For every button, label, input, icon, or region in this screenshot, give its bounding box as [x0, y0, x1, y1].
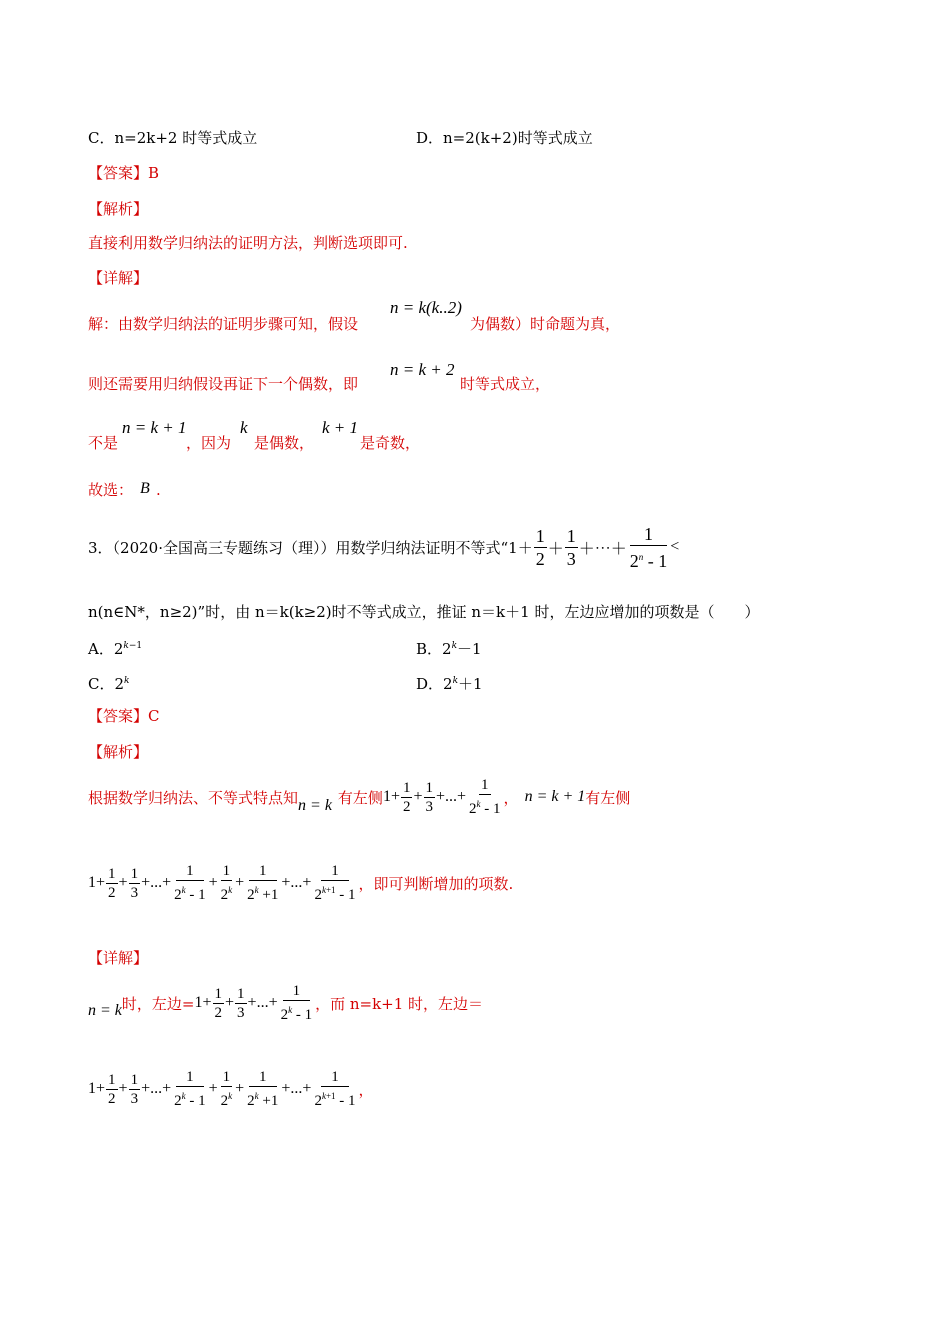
q3-answer: 【答案】C	[88, 707, 160, 725]
q3-analysis-math1: n = k	[298, 797, 332, 814]
q3-detail-end: ，	[358, 1080, 374, 1099]
q2-detail-line3-text-b: ，因为	[186, 434, 232, 452]
q3-analysis-expr1: 1+	[382, 788, 400, 805]
q2-detail-line1-text-b: 为偶数）时命题为真，	[470, 315, 621, 333]
q3-option-c: C．2$^k$	[88, 675, 130, 693]
q3-analysis-text-b: 有左侧	[337, 788, 383, 807]
q3-stem-dots: ＋⋯＋	[578, 540, 627, 558]
q3-detail-tag: 【详解】	[88, 949, 149, 967]
q2-detail-line3-text-a: 不是	[88, 434, 119, 452]
q3-analysis-tag: 【解析】	[88, 743, 149, 761]
q3-option-a: A．$2^{k-1}$	[88, 640, 143, 658]
q2-detail-line2-text: 则还需要用归纳假设再证下一个偶数，即	[88, 375, 359, 393]
q3-stem-line1	[88, 512, 679, 582]
q3-option-d: D．$2^k+1$	[416, 675, 483, 693]
q3-stem-text-a: 3．（2020·全国高三专题练习（理））用数学归纳法证明不等式“1＋	[88, 538, 533, 557]
q2-answer: 【答案】B	[88, 164, 160, 182]
q3-detail-text-a: 时，左边=	[121, 994, 195, 1013]
q2-option-c: C．n=2k+2 时等式成立	[88, 129, 258, 147]
q2-detail-line3-math3: k + 1	[322, 418, 359, 437]
q3-stem-frac-1-3: $\frac{1}{3}$	[566, 525, 576, 569]
q3-analysis-math2: n = k + 1	[524, 788, 586, 805]
q2-detail-line2-text-b: 时等式成立，	[460, 375, 551, 393]
q3-analysis-frac-1-3: $\frac{1}{3}$	[425, 779, 433, 815]
q2-detail-line3-text-d: 是奇数，	[360, 434, 421, 452]
q2-detail-line3-text-c: 是偶数，	[254, 434, 315, 452]
q3-option-b: B．$2^k-1$	[416, 640, 482, 658]
q3-detail-math: n = k	[88, 1002, 122, 1019]
q2-detail-line3-math2: k	[240, 418, 248, 437]
q3-detail-line1: n = k 时，左边= 1+ $\frac{1}{2}$ + $\frac{1}{3}$ +...+ $\frac{1}{2^k - 1}$ ，而 n=k+1 时，左边＝	[88, 983, 484, 1023]
q2-detail-line2-math: n = k + 2	[390, 360, 455, 379]
q3-analysis-frac-last: $\frac{1}{2^k - 1}$	[469, 777, 501, 817]
q2-detail-line1-math: n = k(k..2)	[390, 298, 462, 317]
q3-analysis-text-c: 有左侧	[585, 788, 631, 807]
q2-detail-line4-text: 故选：	[88, 481, 134, 499]
q2-detail-line4-text-b: .	[156, 481, 161, 499]
q3-detail-line2: 1+ $\frac{1}{2}$ + $\frac{1}{3}$ +...+ $\frac{1}{2^k - 1}$ + $\frac{1}{2^k}$ + $\frac{1}{2^k +1}$ +...+ $\frac{1}{2^{k+1} - 1}$ ，	[88, 1069, 374, 1109]
q2-detail-line4-math: B	[140, 480, 150, 497]
q3-stem-plus-1: ＋	[547, 540, 564, 558]
q3-analysis-end: ，即可判断增加的项数.	[358, 874, 514, 893]
q3-detail-text-b: ，而 n=k+1 时，左边＝	[315, 994, 484, 1013]
q3-stem-line2: n(n∈N*，n≥2)”时，由 n＝k(k≥2)时不等式成立，推证 n＝k＋1 时，左边应增加的项数是（ ）	[88, 603, 760, 621]
q2-detail-tag: 【详解】	[88, 269, 149, 287]
q2-detail-line1-text: 解：由数学归纳法的证明步骤可知，假设	[88, 315, 359, 333]
q3-analysis-frac-1-2: $\frac{1}{2}$	[402, 779, 411, 815]
q3-stem-frac-last: $\frac{1}{2^n - 1}$	[629, 523, 668, 571]
q3-stem-frac-1-2: $\frac{1}{2}$	[535, 525, 545, 569]
q2-analysis-tag: 【解析】	[88, 200, 149, 218]
q3-analysis-line2: 1+ $\frac{1}{2}$ + $\frac{1}{3}$ +...+ $\frac{1}{2^k - 1}$ + $\frac{1}{2^k}$ + $\frac{1}{2^k +1}$ +...+ $\frac{1}{2^{k+1} - 1}$ ，即可判断增加的项数.	[88, 863, 514, 903]
q2-detail-line3-math1: n = k + 1	[122, 418, 187, 437]
q2-analysis-text: 直接利用数学归纳法的证明方法，判断选项即可.	[88, 234, 408, 252]
q3-analysis-line1: 根据数学归纳法、不等式特点知 n = k 有左侧 1+ $\frac{1}{2}$ + $\frac{1}{3}$ +...+ $\frac{1}{2^k - 1}$ ， n = k + 1 有左侧	[88, 777, 631, 817]
q2-option-d: D．n=2(k+2)时等式成立	[416, 129, 593, 147]
q3-analysis-text-a: 根据数学归纳法、不等式特点知	[88, 788, 299, 807]
q3-stem-less-than: <	[670, 538, 680, 555]
